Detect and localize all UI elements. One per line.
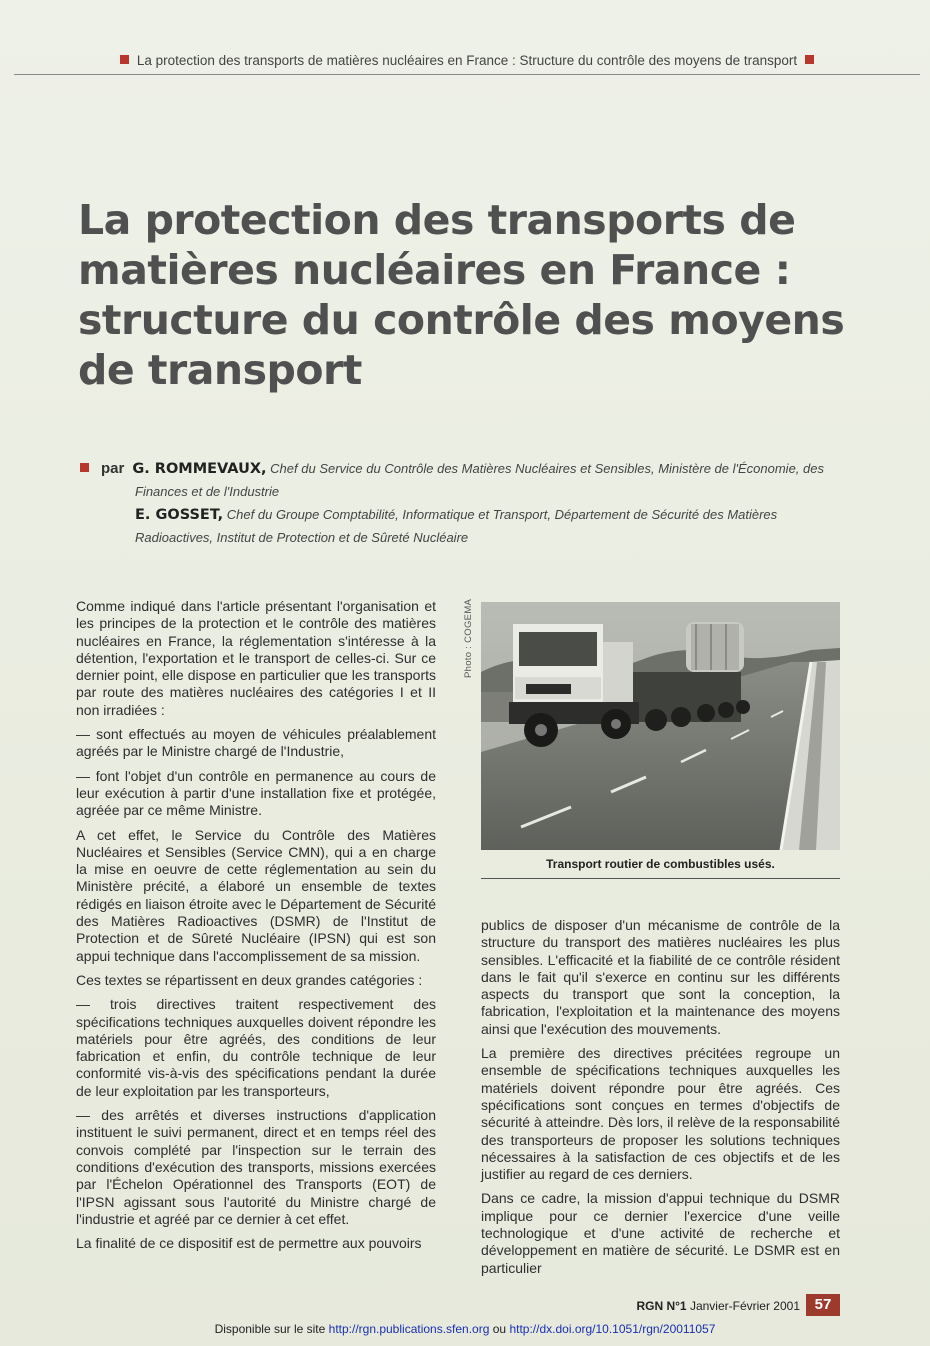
author2-line1	[135, 504, 777, 526]
left-column	[76, 598, 436, 1259]
running-header	[14, 50, 920, 75]
paragraph: Comme indiqué dans l'article présentant l'organisation et les principes de la protection et le contrôle des matières nucléaires en France, la réglementation s'intéresse à la détention, l'exportation et le transport de celles-ci. Sur ce dernier point, elle dispose en particulier que les transports par route des matières nucléaires des catégories I et II non irradiées :	[76, 598, 436, 718]
title-line: structure du contrôle des moyens	[78, 296, 845, 344]
photo-illustration	[481, 602, 840, 850]
doi-link[interactable]: http://dx.doi.org/10.1051/rgn/20011057	[509, 1322, 716, 1336]
author1-affiliation-cont: Finances et de l'Industrie	[135, 484, 280, 499]
author1-line1	[78, 458, 824, 480]
paragraph: A cet effet, le Service du Contrôle des Matières Nucléaires et Sensibles (Service CMN), qui a en charge la mise en oeuvre de cette réglementation au sein du Ministère précité, a élaboré un ensemble de textes rédigés en liaison étroite avec le Département de Sécurité des Matières Radioactives (DSMR) de l'Institut de Protection et de Sûreté Nucléaire (IPSN) qui est son appui technique dans l'accomplissement de sa mission.	[76, 826, 436, 964]
paragraph: publics de disposer d'un mécanisme de contrôle de la structure du transport des matières nucléaires les plus sensibles. L'efficacité et la fiabilité de ce contrôle résident dans le fait qu'il s'exerce en continu sur les différents aspects du transport que sont la conception, la fabrication, l'exploitation et la maintenance des moyens ainsi que l'exécution des mouvements.	[481, 917, 840, 1037]
right-column	[481, 917, 840, 1284]
author1-name: G. ROMMEVAUX,	[132, 461, 267, 477]
page-number: 57	[806, 1294, 840, 1316]
red-square-bullet	[80, 463, 89, 472]
paragraph: Dans ce cadre, la mission d'appui technique du DSMR implique pour ce dernier l'exercice d'une veille technologique et d'une activité de recherche et développement en matière de sécurité. Le DSMR est en particulier	[481, 1190, 840, 1276]
site-link[interactable]: http://rgn.publications.sfen.org	[328, 1322, 490, 1336]
availability-connector: ou	[492, 1322, 507, 1336]
truck-convoy-photo	[481, 602, 840, 850]
red-square-bullet	[120, 55, 129, 64]
running-header-text: La protection des transports de matières nucléaires en France : Structure du contrôle des moyens de transport	[136, 53, 798, 68]
by-label: par	[101, 460, 125, 477]
title-line: de transport	[78, 346, 362, 394]
availability-prefix: Disponible sur le site	[214, 1322, 326, 1336]
author2-affiliation-cont: Radioactives, Institut de Protection et de Sûreté Nucléaire	[135, 530, 469, 545]
paragraph: — font l'objet d'un contrôle en permanence au cours de leur exécution à partir d'une installation fixe et protégée, agréée par ce même Ministre.	[76, 767, 436, 819]
title-line: La protection des transports de	[78, 196, 796, 244]
paragraph: — trois directives traitent respectivement des spécifications techniques auxquelles doivent répondre les matériels pour être agréés, des conditions de leur fabrication et enfin, du contrôle technique de leur conformité vis-à-vis des spécifications pendant la durée de leur exploitation par les transporteurs,	[76, 996, 436, 1099]
photo-credit: Photo : COGEMA	[463, 598, 474, 678]
author2-line2	[135, 527, 468, 549]
author1-affiliation: Chef du Service du Contrôle des Matières Nucléaires et Sensibles, Ministère de l'Économie, des	[270, 461, 824, 476]
paragraph: — sont effectués au moyen de véhicules préalablement agréés par le Ministre chargé de l'Industrie,	[76, 726, 436, 760]
red-square-bullet	[805, 55, 814, 64]
title-line: matières nucléaires en France :	[78, 246, 791, 294]
footer-citation	[560, 1299, 800, 1313]
paragraph: Ces textes se répartissent en deux grandes catégories :	[76, 971, 423, 988]
author2-name: E. GOSSET,	[135, 507, 224, 523]
author1-line2	[135, 481, 279, 503]
article-title	[78, 195, 878, 395]
paragraph: La première des directives précitées regroupe un ensemble de spécifications techniques auxquelles les matériels doivent répondre pour être agréés. Ces spécifications sont conçues en termes d'objectifs de sécurité à atteindre. Dès lors, il relève de la responsabilité des transporteurs de proposer les solutions techniques nécessaires à la satisfaction de ces objectifs et de les justifier au regard de ces derniers.	[481, 1045, 840, 1183]
journal-name: RGN N°1	[636, 1299, 687, 1313]
availability-line	[0, 1322, 930, 1336]
author2-affiliation: Chef du Groupe Comptabilité, Informatique et Transport, Département de Sécurité des Matières	[226, 507, 778, 522]
issue-date: Janvier-Février 2001	[689, 1299, 800, 1313]
paragraph: — des arrêtés et diverses instructions d'application instituent le suivi permanent, direct et en temps réel des convois complété par l'inspection sur le terrain des conditions d'exécution des transports, missions exercées par l'Échelon Opérationnel des Transports (EOT) de l'IPSN agissant sous l'autorité du Ministre chargé de l'industrie et agréé par ce dernier à cet effet.	[76, 1107, 436, 1227]
paragraph: La finalité de ce dispositif est de permettre aux pouvoirs	[76, 1235, 422, 1252]
figure-caption: Transport routier de combustibles usés.	[481, 856, 840, 879]
